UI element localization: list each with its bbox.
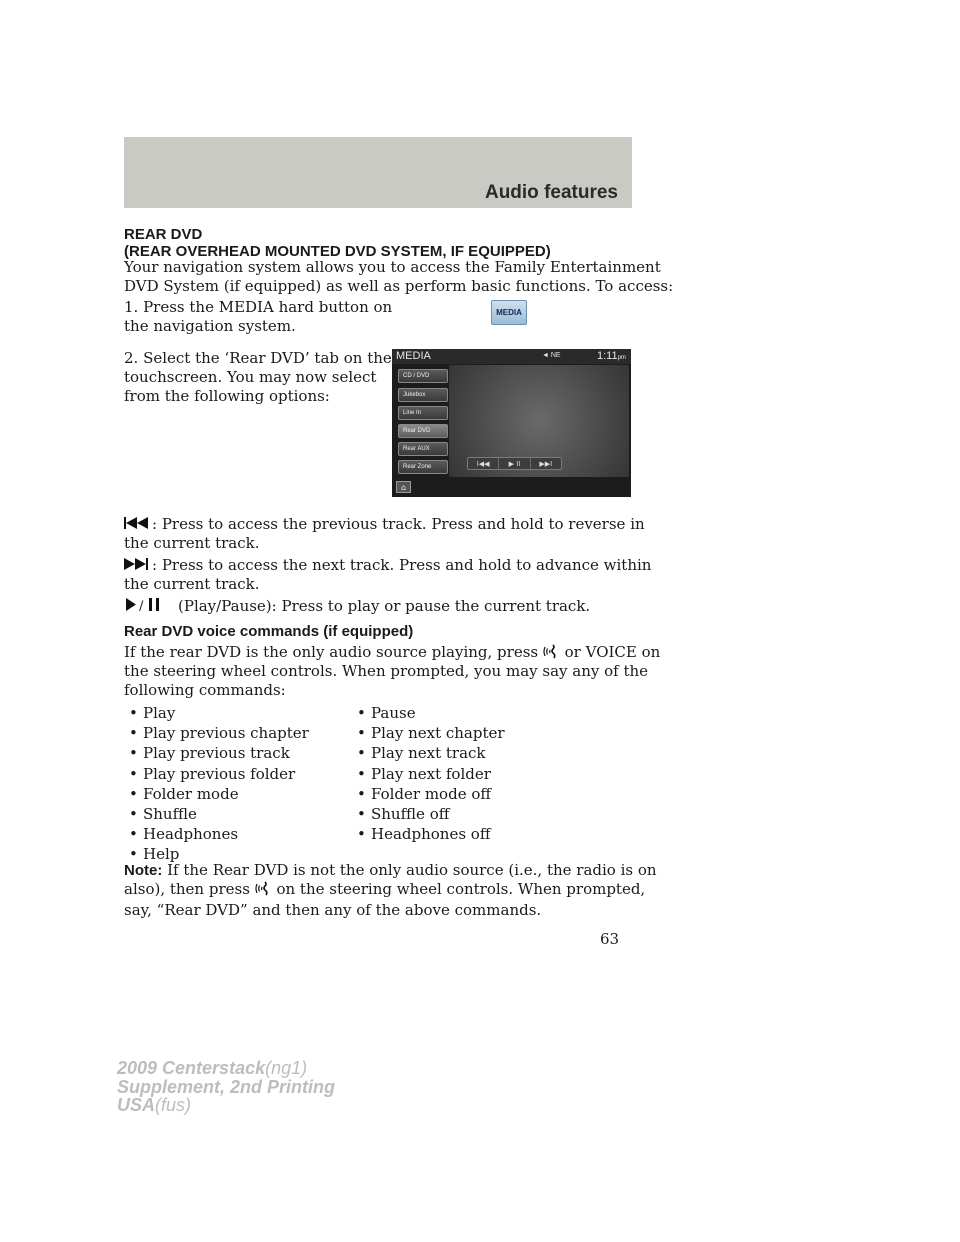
bullet: • (357, 704, 366, 722)
command-text: Play (143, 704, 176, 722)
bullet: • (357, 744, 366, 763)
tab-line-in: Line In (398, 406, 448, 420)
media-touchscreen-image (392, 349, 631, 497)
command-row (124, 764, 632, 784)
command-item (357, 703, 632, 723)
step-1-line: 1. Press the MEDIA hard button on (124, 298, 393, 316)
screen-topbar (392, 349, 631, 364)
note-label: Note: (124, 862, 163, 879)
note-paragraph (124, 861, 657, 920)
screen-next-button: ▶▶I (539, 459, 553, 468)
bullet: • (129, 804, 138, 823)
next-track-icon (124, 556, 152, 575)
command-text: Pause (371, 704, 416, 722)
svg-text:/: / (139, 599, 144, 611)
previous-track-icon (124, 515, 152, 534)
command-row (124, 784, 632, 804)
command-text: Help (143, 845, 180, 864)
command-text: Play previous chapter (143, 724, 309, 743)
step-1-line: the navigation system. (124, 317, 296, 335)
bullet: • (129, 744, 138, 763)
command-text: Folder mode (143, 784, 239, 803)
tab-cd-dvd: CD / DVD (398, 369, 448, 383)
command-row (124, 723, 632, 743)
header-band (124, 137, 632, 208)
bullet: • (357, 804, 366, 823)
intro-line: DVD System (if equipped) as well as perform basic functions. To access: (124, 277, 674, 295)
footer (117, 1059, 335, 1115)
voice-intro-text: If the rear DVD is the only audio source playing, press (124, 643, 539, 661)
bullet: • (357, 764, 366, 783)
command-text: Play previous track (143, 744, 290, 763)
option-play-pause (124, 597, 590, 616)
compass-indicator: ◄ NE (542, 352, 561, 359)
option-next (124, 556, 651, 594)
intro-paragraph (124, 258, 673, 296)
voice-intro-line: following commands: (124, 681, 286, 699)
page-number: 63 (600, 930, 620, 948)
footer-line: 2009 Centerstack (117, 1058, 266, 1078)
command-text: Headphones off (371, 825, 491, 844)
footer-line: (ng1) (265, 1058, 308, 1078)
command-item (357, 824, 632, 844)
command-text: Play next chapter (371, 724, 505, 743)
footer-line: (fus) (155, 1095, 192, 1115)
tab-jukebox: Jukebox (398, 388, 448, 402)
bullet: • (357, 825, 366, 844)
command-row (124, 824, 632, 844)
command-item (124, 804, 357, 824)
play-pause-icon (124, 597, 178, 616)
voice-commands-title: Rear DVD voice commands (if equipped) (124, 623, 414, 640)
step-2 (124, 349, 392, 406)
section-title (124, 226, 551, 260)
command-item (124, 784, 357, 804)
option-next-text-cont: the current track. (124, 575, 260, 593)
command-row (124, 804, 632, 824)
command-row (124, 743, 632, 763)
voice-icon (543, 644, 560, 659)
voice-icon (255, 881, 272, 896)
note-text: If the Rear DVD is not the only audio source (i.e., the radio is on (167, 861, 657, 879)
section-title-line2: (REAR OVERHEAD MOUNTED DVD SYSTEM, IF EQUIPPED) (124, 243, 551, 260)
step-1 (124, 298, 392, 336)
command-item (357, 784, 632, 804)
command-text: Headphones (143, 825, 239, 844)
tab-rear-aux: Rear AUX (398, 442, 448, 456)
tab-rear-dvd: Rear DVD (398, 424, 448, 438)
voice-command-list (124, 703, 632, 865)
command-item (357, 804, 632, 824)
bullet: • (129, 724, 138, 743)
bullet: • (129, 764, 138, 783)
option-previous (124, 515, 645, 553)
command-item (124, 723, 357, 743)
bullet: • (129, 704, 138, 722)
command-text: Folder mode off (371, 784, 492, 803)
command-text: Play previous folder (143, 764, 296, 783)
step-2-line: 2. Select the ‘Rear DVD’ tab on the (124, 349, 392, 367)
screen-title: MEDIA (396, 350, 431, 362)
command-text: Shuffle (143, 804, 197, 823)
command-item (357, 764, 632, 784)
bullet: • (357, 724, 366, 743)
command-item (124, 824, 357, 844)
media-hard-button: MEDIA (491, 300, 527, 325)
voice-intro (124, 643, 660, 700)
option-play-pause-text: (Play/Pause): Press to play or pause the current track. (178, 597, 591, 615)
voice-intro-line: the steering wheel controls. When prompted, you may say any of the (124, 662, 649, 680)
command-item (357, 743, 632, 763)
option-previous-text: : Press to access the previous track. Press and hold to reverse in (152, 515, 645, 533)
voice-intro-text: or VOICE on (564, 643, 661, 661)
footer-line: USA (117, 1095, 156, 1115)
command-text: Play next folder (371, 764, 491, 783)
clock-ampm: pm (617, 355, 626, 361)
command-item (357, 723, 632, 743)
note-text: say, “Rear DVD” and then any of the above commands. (124, 901, 542, 919)
section-title-line1: REAR DVD (124, 226, 203, 243)
playback-controls (467, 457, 562, 470)
step-2-line: touchscreen. You may now select (124, 368, 377, 386)
command-row (124, 703, 632, 723)
command-text: Play next track (371, 744, 486, 763)
option-next-text: : Press to access the next track. Press and hold to advance within (152, 556, 652, 574)
command-item (124, 764, 357, 784)
tab-rear-zone: Rear Zone (398, 460, 448, 474)
intro-line: Your navigation system allows you to access the Family Entertainment (124, 258, 661, 276)
option-previous-text-cont: the current track. (124, 534, 260, 552)
footer-line: Supplement, 2nd Printing (117, 1076, 336, 1097)
screen-play-pause-button: ▶ II (499, 458, 530, 469)
screen-prev-button: I◀◀ (468, 458, 499, 469)
clock-time: 1:11 (597, 350, 618, 362)
home-icon: ⌂ (396, 481, 411, 493)
command-text: Shuffle off (371, 804, 450, 823)
command-item (124, 743, 357, 763)
bullet: • (129, 784, 138, 803)
bullet: • (129, 845, 138, 864)
note-text: also), then press (124, 880, 250, 898)
clock (597, 350, 626, 362)
bullet: • (357, 784, 366, 803)
note-text: on the steering wheel controls. When prompted, (276, 880, 646, 898)
step-2-line: from the following options: (124, 387, 330, 405)
command-item (124, 703, 357, 723)
header-title: Audio features (484, 182, 618, 203)
bullet: • (129, 825, 138, 844)
